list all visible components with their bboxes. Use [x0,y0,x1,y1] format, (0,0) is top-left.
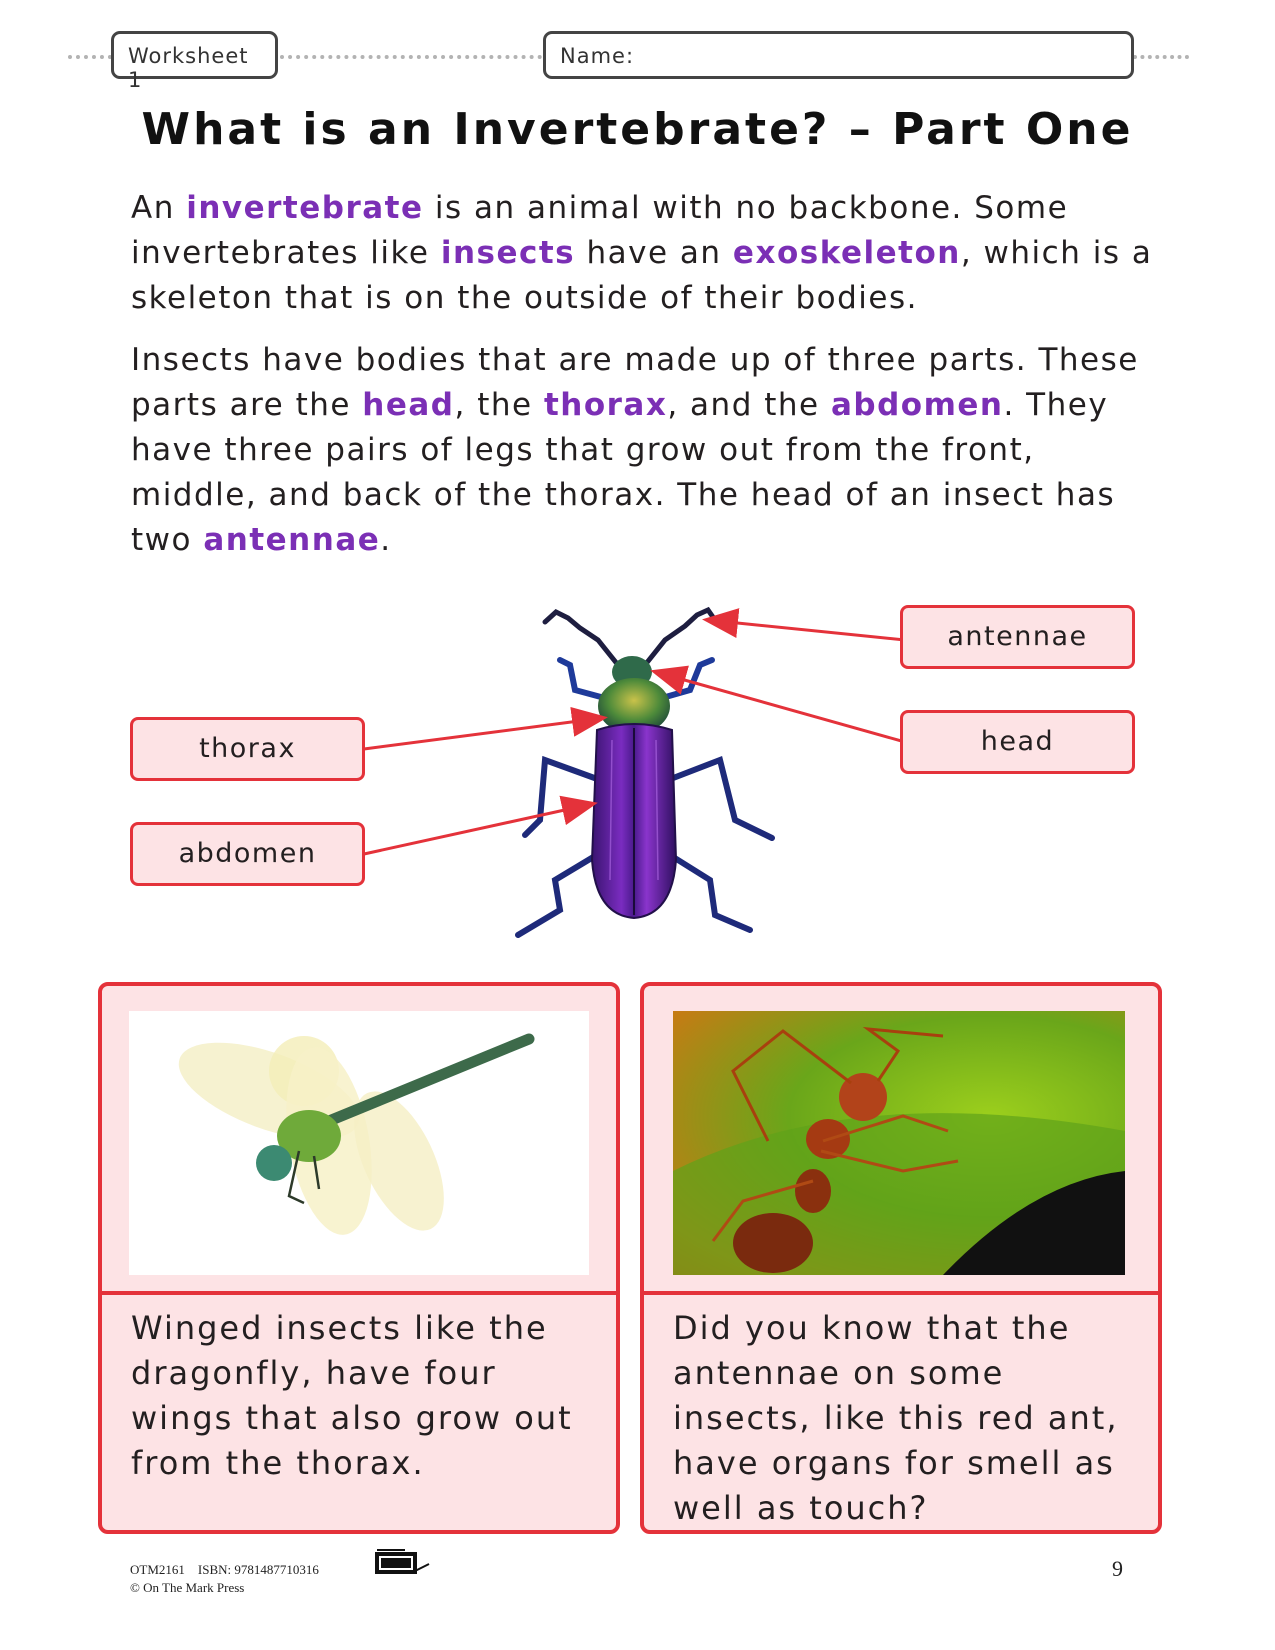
keyword: thorax [543,387,668,423]
paragraph-text: . [380,522,392,558]
keyword: abdomen [830,387,1004,423]
dragonfly-panel [98,982,620,1534]
ant-panel [640,982,1162,1534]
paragraph-text: An [131,190,187,226]
dragonfly-caption: Winged insects like the dragonfly, have four wings that also grow out from the thorax. [131,1309,573,1482]
antennae-arrow [708,620,905,640]
paragraph-text: , which is a skeleton that is on the outside of their bodies. [131,235,1153,316]
panel-divider [102,1291,616,1295]
ant-caption: Did you know that the antennae on some insects, like this red ant, have organs for smell as well as touch? [673,1309,1119,1527]
ant-photo [673,1011,1125,1275]
page-number: 9 [1112,1556,1123,1581]
dragonfly-icon [129,1011,589,1275]
page-title: What is an Invertebrate? – Part One [141,104,1134,155]
keyword: head [362,387,455,423]
keyword: exoskeleton [732,235,961,271]
keyword: antennae [203,522,381,558]
paragraph-text: have an [575,235,733,271]
thorax-arrow [364,718,602,749]
dragonfly-photo [129,1011,589,1275]
paragraph-text: , the [454,387,544,423]
label-head: head [900,710,1135,774]
publisher-logo-icon [375,1546,431,1576]
footer-info [130,1561,319,1597]
paragraph-text: . They have three pairs of legs that grow out from the front, middle, and back of the thorax. The head of an insect has two [131,387,1116,558]
footer-copyright: © On The Mark Press [130,1580,245,1595]
abdomen-arrow [364,804,592,854]
beetle-icon [518,610,772,935]
worksheet-label: Worksheet 1 [128,44,249,92]
label-thorax: thorax [130,717,365,781]
red-ant-icon [673,1011,1125,1275]
panel-divider [644,1291,1158,1295]
paragraph-text: , and the [667,387,831,423]
label-antennae: antennae [900,605,1135,669]
keyword: insects [440,235,576,271]
head-arrow [656,672,905,742]
keyword: invertebrate [186,190,424,226]
footer-code-isbn: OTM2161 ISBN: 9781487710316 [130,1562,319,1577]
label-abdomen: abdomen [130,822,365,886]
paragraph-text: is an animal with no backbone. Some invertebrates like [131,190,1069,271]
name-label: Name: [560,44,635,68]
paragraph-text: Insects have bodies that are made up of three parts. These parts are the [131,342,1139,423]
